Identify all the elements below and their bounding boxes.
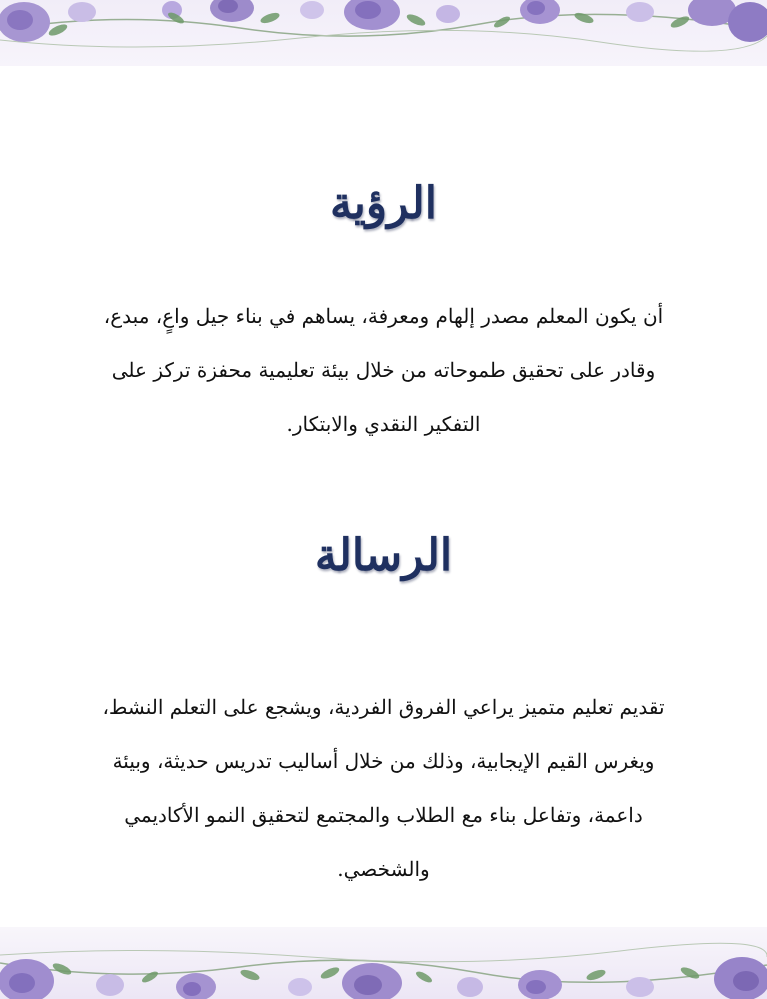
mission-paragraph: تقديم تعليم متميز يراعي الفروق الفردية، ويشجع على التعلم النشط، ويغرس القيم الإيجابية، وذلك من خلال أساليب تدريس حديثة، وبيئة داعمة، وتفاعل بناء مع الطلاب والمجتمع لتحقيق النمو الأكاديمي والشخصي. [102, 695, 665, 881]
floral-border-bottom [0, 927, 767, 999]
mission-heading: الرسالة [314, 530, 453, 581]
vision-heading: الرؤية [330, 178, 437, 229]
flower-decoration-icon [0, 0, 767, 66]
flower-decoration-icon [0, 927, 767, 999]
vision-paragraph: أن يكون المعلم مصدر إلهام ومعرفة، يساهم في بناء جيل واعٍ، مبدع، وقادر على تحقيق طموحاته من خلال بيئة تعليمية محفزة تركز على التفكير النقدي والابتكار. [103, 304, 664, 436]
floral-border-top [0, 0, 767, 66]
